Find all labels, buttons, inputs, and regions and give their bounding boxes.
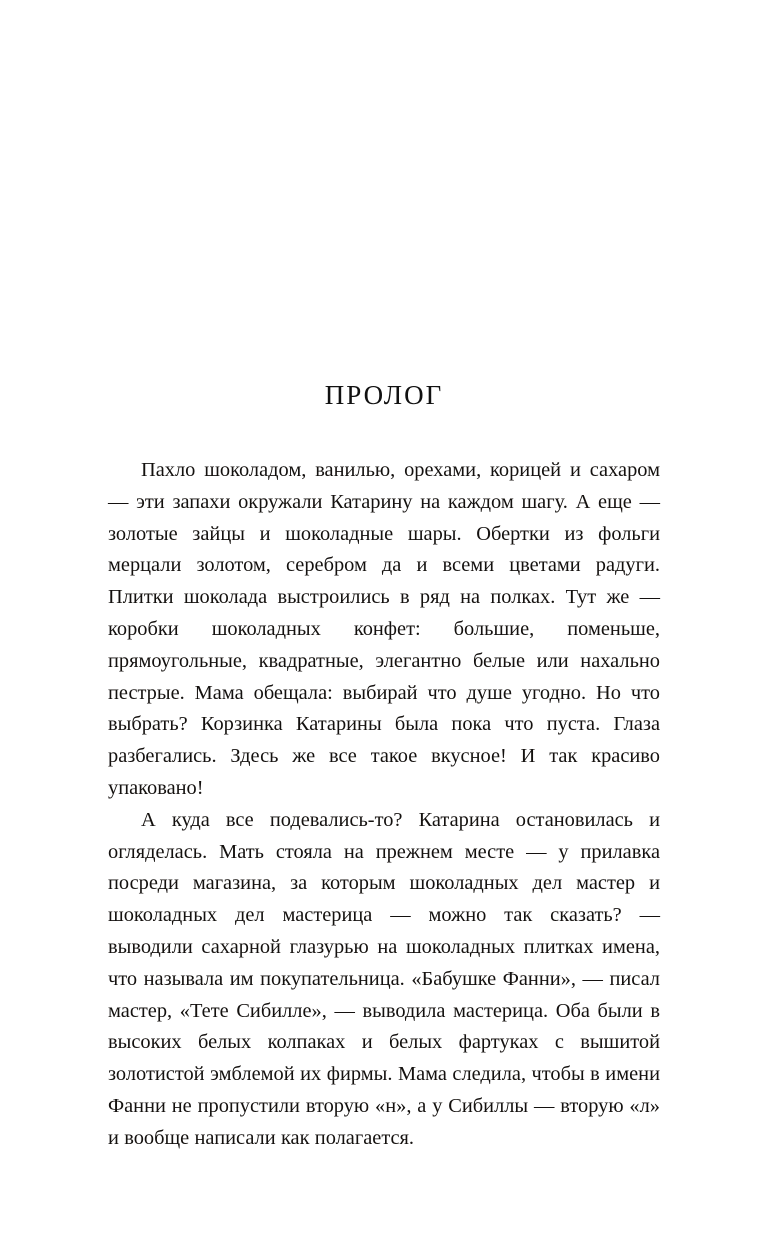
paragraph-2: А куда все подевались-то? Катарина остановилась и огляделась. Мать стояла на прежнем месте — у прилавка посреди магазина, за которым шоколадных дел мастер и шоколадных дел мастерица — можно так сказать? — выводили сахарной глазурью на шоколадных плитках имена, что называла им покупательница. «Бабушке Фанни», — писал мастер, «Тете Сибилле», — выводила мастерица. Оба были в высоких белых колпаках и белых фартуках с вышитой золотистой эмблемой их фирмы. Мама следила, чтобы в имени Фанни не пропустили вторую «н», а у Сибиллы — вторую «л» и вообще написали как полагается. xyxy=(108,808,660,1149)
page-title: ПРОЛОГ xyxy=(324,380,444,410)
paragraph-1: Пахло шоколадом, ванилью, орехами, корицей и сахаром — эти запахи окружали Катарину на каждом шагу. А еще — золотые зайцы и шоколадные шары. Обертки из фольги мерцали золотом, серебром да и всеми цветами радуги. Плитки шоколада выстроились в ряд на полках. Тут же — коробки шоколадных конфет: большие, поменьше, прямоугольные, квадратные, элегантно белые или нахально пестрые. Мама обещала: выбирай что душе угодно. Но что выбрать? Корзинка Катарины была пока что пуста. Глаза разбегались. Здесь же все такое вкусное! И так красиво упаковано! xyxy=(108,459,660,799)
page-content xyxy=(108,380,660,1155)
